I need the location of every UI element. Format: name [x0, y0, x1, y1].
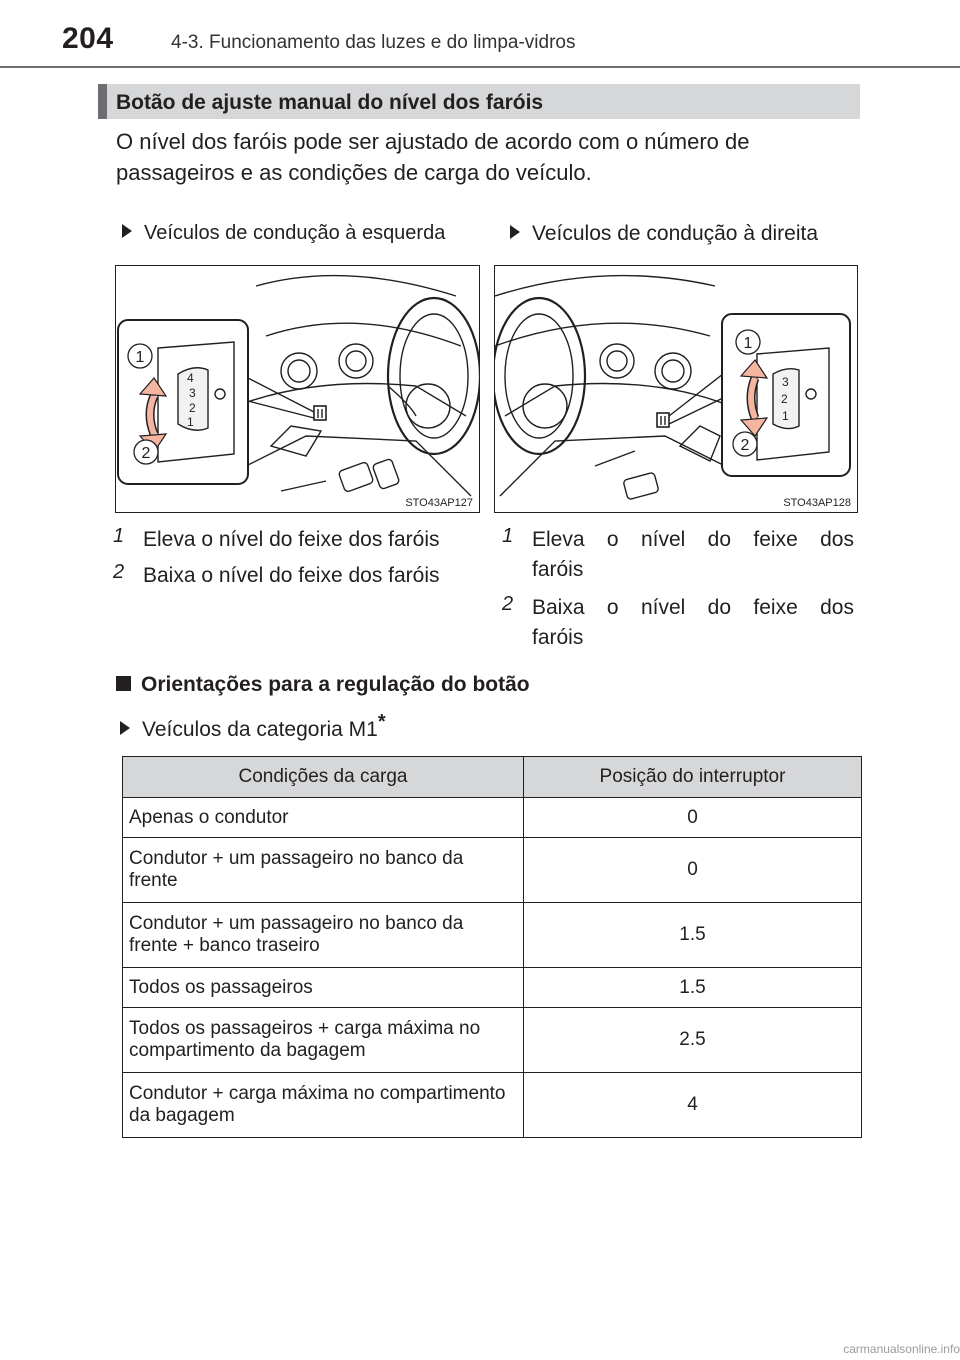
- lhd-desc-number-1: 1: [113, 525, 125, 547]
- rhd-dial-mark-2: 2: [781, 392, 788, 406]
- switch-position: 0: [524, 798, 862, 838]
- lhd-desc-lower: Baixa o nível do feixe dos faróis: [143, 564, 440, 587]
- lhd-dial-mark-3: 3: [189, 386, 196, 400]
- guidelines-heading-text: Orientações para a regulação do botão: [141, 673, 530, 696]
- guidelines-heading: [116, 673, 530, 697]
- rhd-dashboard-illustration: [494, 265, 858, 513]
- square-bullet-icon: [116, 676, 131, 691]
- header-load-conditions: Condições da carga: [123, 757, 524, 798]
- m1-category-text: Veículos da categoria M1: [142, 718, 378, 741]
- lhd-callout-1: 1: [135, 349, 145, 366]
- rhd-dial-mark-1: 1: [782, 409, 789, 423]
- table-row: [123, 798, 862, 838]
- load-condition: Apenas o condutor: [123, 798, 524, 838]
- rhd-desc-lower-line2: faróis: [532, 626, 584, 649]
- watermark: carmanualsonline.info: [843, 1342, 960, 1356]
- load-condition: Todos os passageiros: [123, 968, 524, 1008]
- switch-position: 2.5: [524, 1008, 862, 1073]
- rhd-desc-raise-line2: faróis: [532, 558, 584, 581]
- rhd-callout-2: 2: [740, 437, 750, 454]
- intro-paragraph: O nível dos faróis pode ser ajustado de acordo com o número de passageiros e as condições de carga do veículo.: [116, 129, 750, 185]
- rhd-dial-mark-3: 3: [782, 375, 789, 389]
- load-conditions-table: [122, 756, 862, 1138]
- lhd-dial-mark-1: 1: [187, 415, 194, 429]
- rhd-desc-lower-line1: Baixa o nível do feixe dos: [532, 596, 854, 619]
- triangle-bullet-icon: [122, 224, 132, 238]
- m1-category-heading: [120, 711, 386, 742]
- table-row: [123, 1008, 862, 1073]
- lhd-figure-code: STO43AP127: [405, 497, 473, 509]
- lhd-heading-text: Veículos de condução à esquerda: [144, 222, 446, 244]
- load-condition: Condutor + carga máxima no compartimento da bagagem: [123, 1073, 524, 1138]
- table-row: [123, 968, 862, 1008]
- switch-position: 4: [524, 1073, 862, 1138]
- lhd-desc-number-2: 2: [113, 561, 125, 583]
- rhd-desc-raise-line1: Eleva o nível do feixe dos: [532, 528, 854, 551]
- lhd-desc-raise: Eleva o nível do feixe dos faróis: [143, 528, 440, 551]
- rhd-desc-number-1: 1: [502, 525, 514, 547]
- header-switch-position: Posição do interruptor: [524, 757, 862, 798]
- load-condition: Todos os passageiros + carga máxima no compartimento da bagagem: [123, 1008, 524, 1073]
- rhd-heading-text: Veículos de condução à direita: [532, 222, 819, 245]
- lhd-dashboard-illustration: [115, 265, 480, 513]
- section-bar-accent: [98, 84, 107, 119]
- switch-position: 1.5: [524, 968, 862, 1008]
- rhd-desc-number-2: 2: [502, 593, 514, 615]
- footnote-asterisk: *: [377, 711, 386, 733]
- lhd-dial-mark-4: 4: [187, 371, 194, 385]
- load-condition: Condutor + um passageiro no banco da frente: [123, 838, 524, 903]
- header-divider: [0, 66, 960, 68]
- page-number: 204: [62, 22, 114, 55]
- triangle-bullet-icon: [120, 721, 130, 735]
- table-row: [123, 903, 862, 968]
- rhd-dashboard-drawing: [495, 266, 857, 512]
- load-condition: Condutor + um passageiro no banco da frente + banco traseiro: [123, 903, 524, 968]
- triangle-bullet-icon: [510, 225, 520, 239]
- rhd-figure-code: STO43AP128: [783, 497, 851, 509]
- table-row: [123, 838, 862, 903]
- table-header-row: [123, 757, 862, 798]
- lhd-heading: [122, 222, 445, 245]
- lhd-callout-2: 2: [141, 445, 151, 462]
- rhd-callout-1: 1: [743, 335, 753, 352]
- lhd-dial-mark-2: 2: [189, 401, 196, 415]
- lhd-dashboard-drawing: [116, 266, 479, 512]
- table-row: [123, 1073, 862, 1138]
- switch-position: 0: [524, 838, 862, 903]
- rhd-heading: [510, 222, 818, 246]
- chapter-title: 4-3. Funcionamento das luzes e do limpa-vidros: [171, 32, 576, 53]
- section-title: Botão de ajuste manual do nível dos faróis: [116, 91, 544, 114]
- switch-position: 1.5: [524, 903, 862, 968]
